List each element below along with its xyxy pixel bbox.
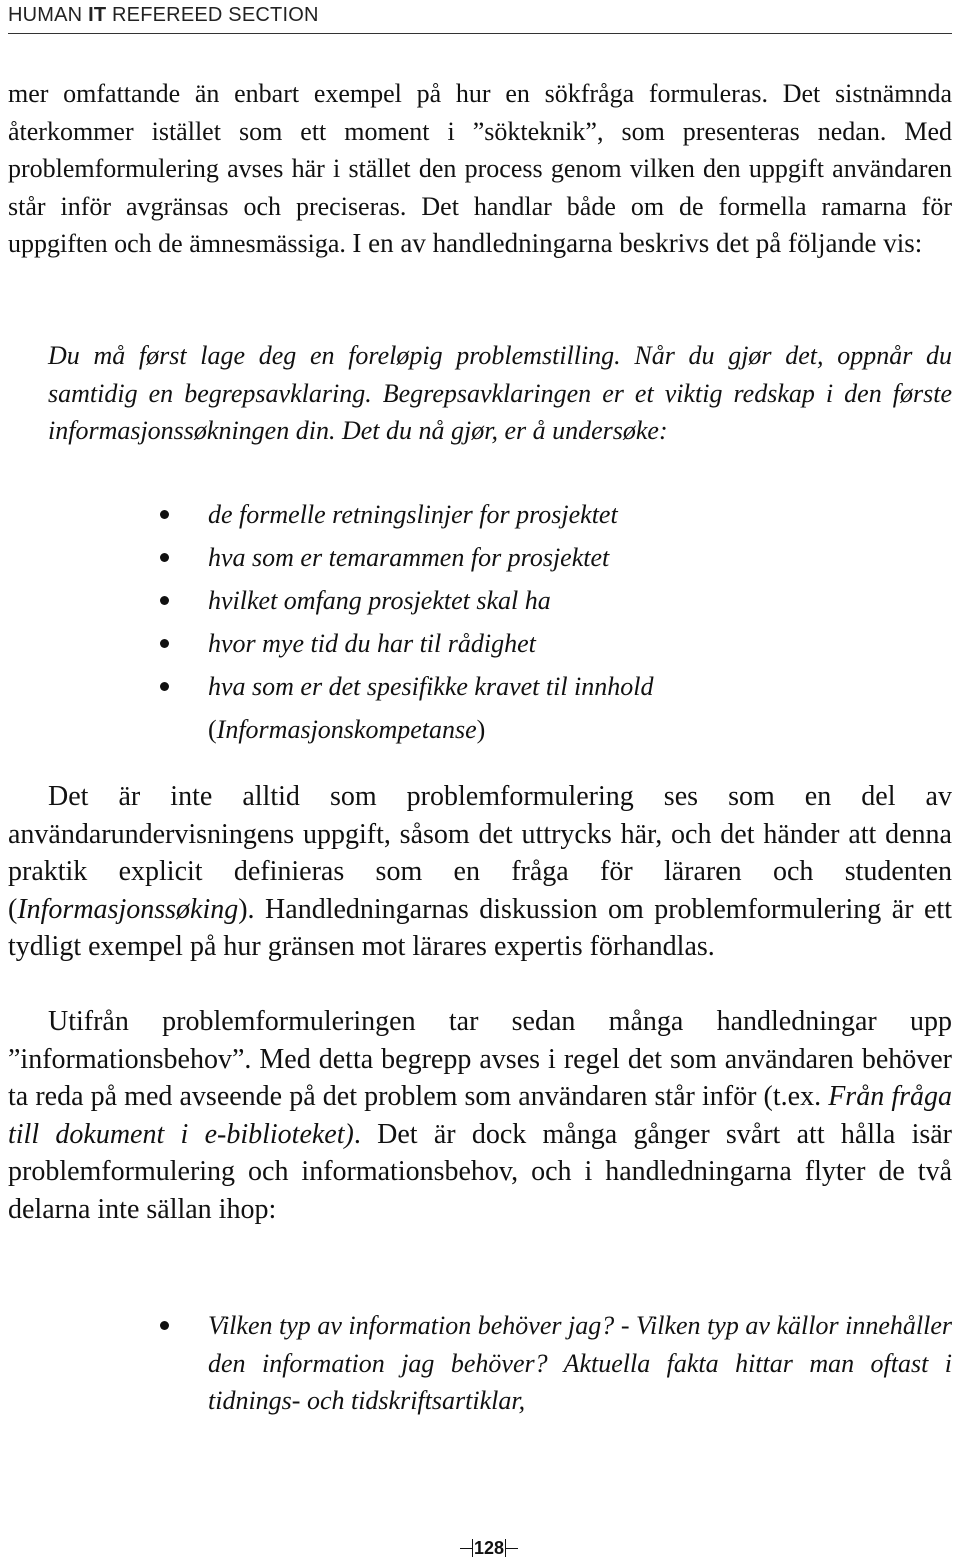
page-number-text: 128	[474, 1538, 505, 1558]
list-item-text: hva som er temarammen for prosjektet	[208, 543, 610, 572]
bullet-dot-icon	[160, 596, 169, 605]
paragraph-2	[8, 778, 952, 966]
list-item-text: hva som er det spesifikke kravet til innhold	[208, 672, 654, 701]
list-item	[160, 1307, 952, 1420]
header-rule	[8, 33, 952, 34]
page-number-rule-left	[460, 1548, 472, 1549]
source-citation: Informasjonssøking	[17, 893, 239, 925]
paragraph-3-text-a: Utifrån problemformuleringen tar sedan många handledningar upp ”informationsbehov”. Med detta begrepp avses i regel det som användaren behöver ta reda på med avseende på det problem som användaren står inför (t.ex.	[8, 1006, 952, 1112]
block-quote: Du må først lage deg en foreløpig problemstilling. Når du gjør det, oppnår du samtidig en begrepsavklaring. Begrepsavklaringen er et viktig redskap i den første informasjonssøkningen din. Det du nå gjør, er å undersøke:	[48, 341, 952, 445]
bullet-dot-icon	[160, 1321, 169, 1330]
source-citation: Informasjonskompetanse	[216, 715, 477, 744]
bullet-dot-icon	[160, 682, 169, 691]
paragraph-3-text-b: . Det är dock många gånger svårt att hålla isär problemformulering och informationsbehov, och i handledningarna flyter de två delarna inte sällan ihop:	[8, 1118, 952, 1225]
page-number-rule-right	[506, 1548, 518, 1549]
bullet-dot-icon	[160, 510, 169, 519]
list-item	[160, 622, 952, 665]
running-head-post: REFEREED SECTION	[106, 4, 319, 26]
paragraph-1-text: mer omfattande än enbart exempel på hur en sökfråga formuleras. Det sistnämnda återkommer istället som ett moment i ”sökteknik”, som presenteras nedan. Med problemformulering avses här i stället den process genom vilken den uppgift användaren står inför avgränsas och preciseras. Det handlar både om de formella ramarna för uppgiften och de ämnesmässiga.	[8, 79, 952, 258]
paragraph-2-text-b: ). Handledningarnas diskussion om problemformulering är ett tydligt exempel på hur gränsen mot lärares expertis förhandlas.	[8, 893, 952, 962]
source-close-paren: )	[476, 715, 486, 744]
paragraph-3	[8, 1003, 952, 1228]
bullet-dot-icon	[160, 553, 169, 562]
list-item	[160, 665, 952, 751]
list-item-text: Vilken typ av information behöver jag? - Vilken typ av källor innehåller den information jag behöver? Aktuella fakta hittar man oftast i tidnings- och tidskriftsartiklar,	[208, 1311, 952, 1415]
running-head-pre: HUMAN	[8, 4, 89, 26]
page-number	[460, 1539, 518, 1557]
source-citation: Från fråga till dokument i e-biblioteket)	[8, 1081, 952, 1150]
running-head-it: IT	[88, 4, 107, 26]
running-head	[8, 0, 319, 30]
list-item-text: de formelle retningslinjer for prosjektet	[208, 500, 618, 529]
source-open-paren: (	[208, 715, 217, 744]
list-item-text: hvilket omfang prosjektet skal ha	[208, 586, 551, 615]
paragraph-2-text-a: Det är inte alltid som problemformulering ses som en del av användarundervisningens uppgift, såsom det uttrycks här, och det händer att denna praktik explicit definieras som en fråga för läraren och studenten (	[8, 781, 952, 925]
list-item	[160, 536, 952, 579]
bullet-list-1	[160, 493, 952, 751]
paragraph-1	[8, 75, 952, 263]
bullet-list-2	[160, 1307, 952, 1420]
list-item-text: hvor mye tid du har til rådighet	[208, 629, 536, 658]
list-item	[160, 493, 952, 536]
list-item	[160, 579, 952, 622]
paragraph-1-text-end: I en av handledningarna beskrivs det på följande vis:	[352, 228, 923, 258]
bullet-dot-icon	[160, 639, 169, 648]
